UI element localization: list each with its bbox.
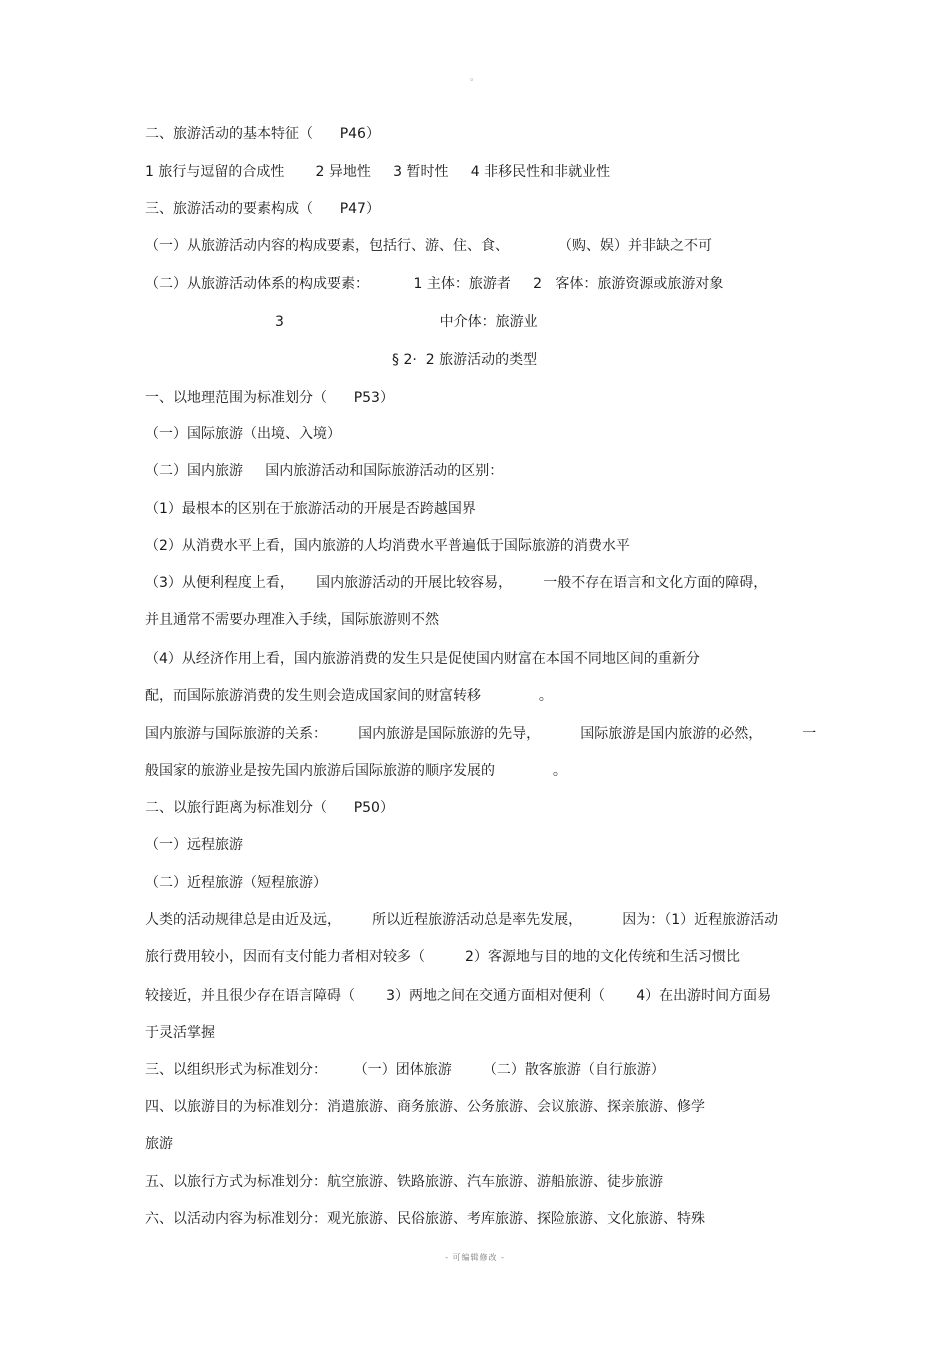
- text-line: 旅游: [145, 1136, 173, 1152]
- chapter-heading: § 2· 2 旅游活动的类型: [392, 352, 538, 368]
- text-line: 配，而国际旅游消费的发生则会造成国家间的财富转移 。: [145, 688, 553, 704]
- text-line: 国内旅游与国际旅游的关系： 国内旅游是国际旅游的先导， 国际旅游是国内旅游的必然， 一: [145, 726, 817, 742]
- text-line: 较接近，并且很少存在语言障碍（ 3）两地之间在交通方面相对便利（ 4）在出游时间方面易: [145, 988, 772, 1004]
- page-footer: - 可编辑修改 -: [445, 1253, 505, 1262]
- section-heading: 三、旅游活动的要素构成（ P47）: [145, 201, 380, 217]
- text-line: （1）最根本的区别在于旅游活动的开展是否跨越国界: [145, 501, 476, 517]
- text-line: （二）近程旅游（短程旅游）: [145, 875, 327, 891]
- text-line: （一）从旅游活动内容的构成要素，包括行、游、住、食、 （购、娱）并非缺之不可: [145, 238, 712, 254]
- section-heading: 六、以活动内容为标准划分：观光旅游、民俗旅游、考库旅游、探险旅游、文化旅游、特殊: [145, 1211, 705, 1227]
- text-line: （二）国内旅游 国内旅游活动和国际旅游活动的区别：: [145, 463, 504, 479]
- text-line: （二）从旅游活动体系的构成要素： 1 主体：旅游者 2 客体：旅游资源或旅游对象: [145, 276, 724, 292]
- text-line: （一）远程旅游: [145, 837, 243, 853]
- section-heading: 五、以旅行方式为标准划分：航空旅游、铁路旅游、汽车旅游、游船旅游、徒步旅游: [145, 1174, 663, 1190]
- section-heading: 二、以旅行距离为标准划分（ P50）: [145, 800, 394, 816]
- text-line: （一）国际旅游（出境、入境）: [145, 426, 341, 442]
- text-line: 人类的活动规律总是由近及远， 所以近程旅游活动总是率先发展， 因为：（1）近程旅游活动: [145, 912, 779, 928]
- section-heading: 一、以地理范围为标准划分（ P53）: [145, 390, 394, 406]
- header-mark: 。: [470, 73, 480, 83]
- text-line: （3）从便利程度上看， 国内旅游活动的开展比较容易， 一般不存在语言和文化方面的障碍，: [145, 575, 768, 591]
- text-line: 并且通常不需要办理准入手续，国际旅游则不然: [145, 612, 439, 628]
- section-heading: 二、旅游活动的基本特征（ P46）: [145, 126, 380, 142]
- text-line: （2）从消费水平上看，国内旅游的人均消费水平普遍低于国际旅游的消费水平: [145, 538, 630, 554]
- text-line: 3 中介体：旅游业: [275, 314, 538, 330]
- text-line: 于灵活掌握: [145, 1025, 215, 1041]
- text-line: 旅行费用较小，因而有支付能力者相对较多（ 2）客源地与目的地的文化传统和生活习惯比: [145, 949, 740, 965]
- text-line: （4）从经济作用上看，国内旅游消费的发生只是促使国内财富在本国不同地区间的重新分: [145, 651, 700, 667]
- section-heading: 三、以组织形式为标准划分： （一）团体旅游 （二）散客旅游（自行旅游）: [145, 1062, 665, 1078]
- section-heading: 四、以旅游目的为标准划分：消遣旅游、商务旅游、公务旅游、会议旅游、探亲旅游、修学: [145, 1099, 705, 1115]
- text-line: 1 旅行与逗留的合成性 2 异地性 3 暂时性 4 非移民性和非就业性: [145, 164, 611, 180]
- text-line: 般国家的旅游业是按先国内旅游后国际旅游的顺序发展的 。: [145, 763, 567, 779]
